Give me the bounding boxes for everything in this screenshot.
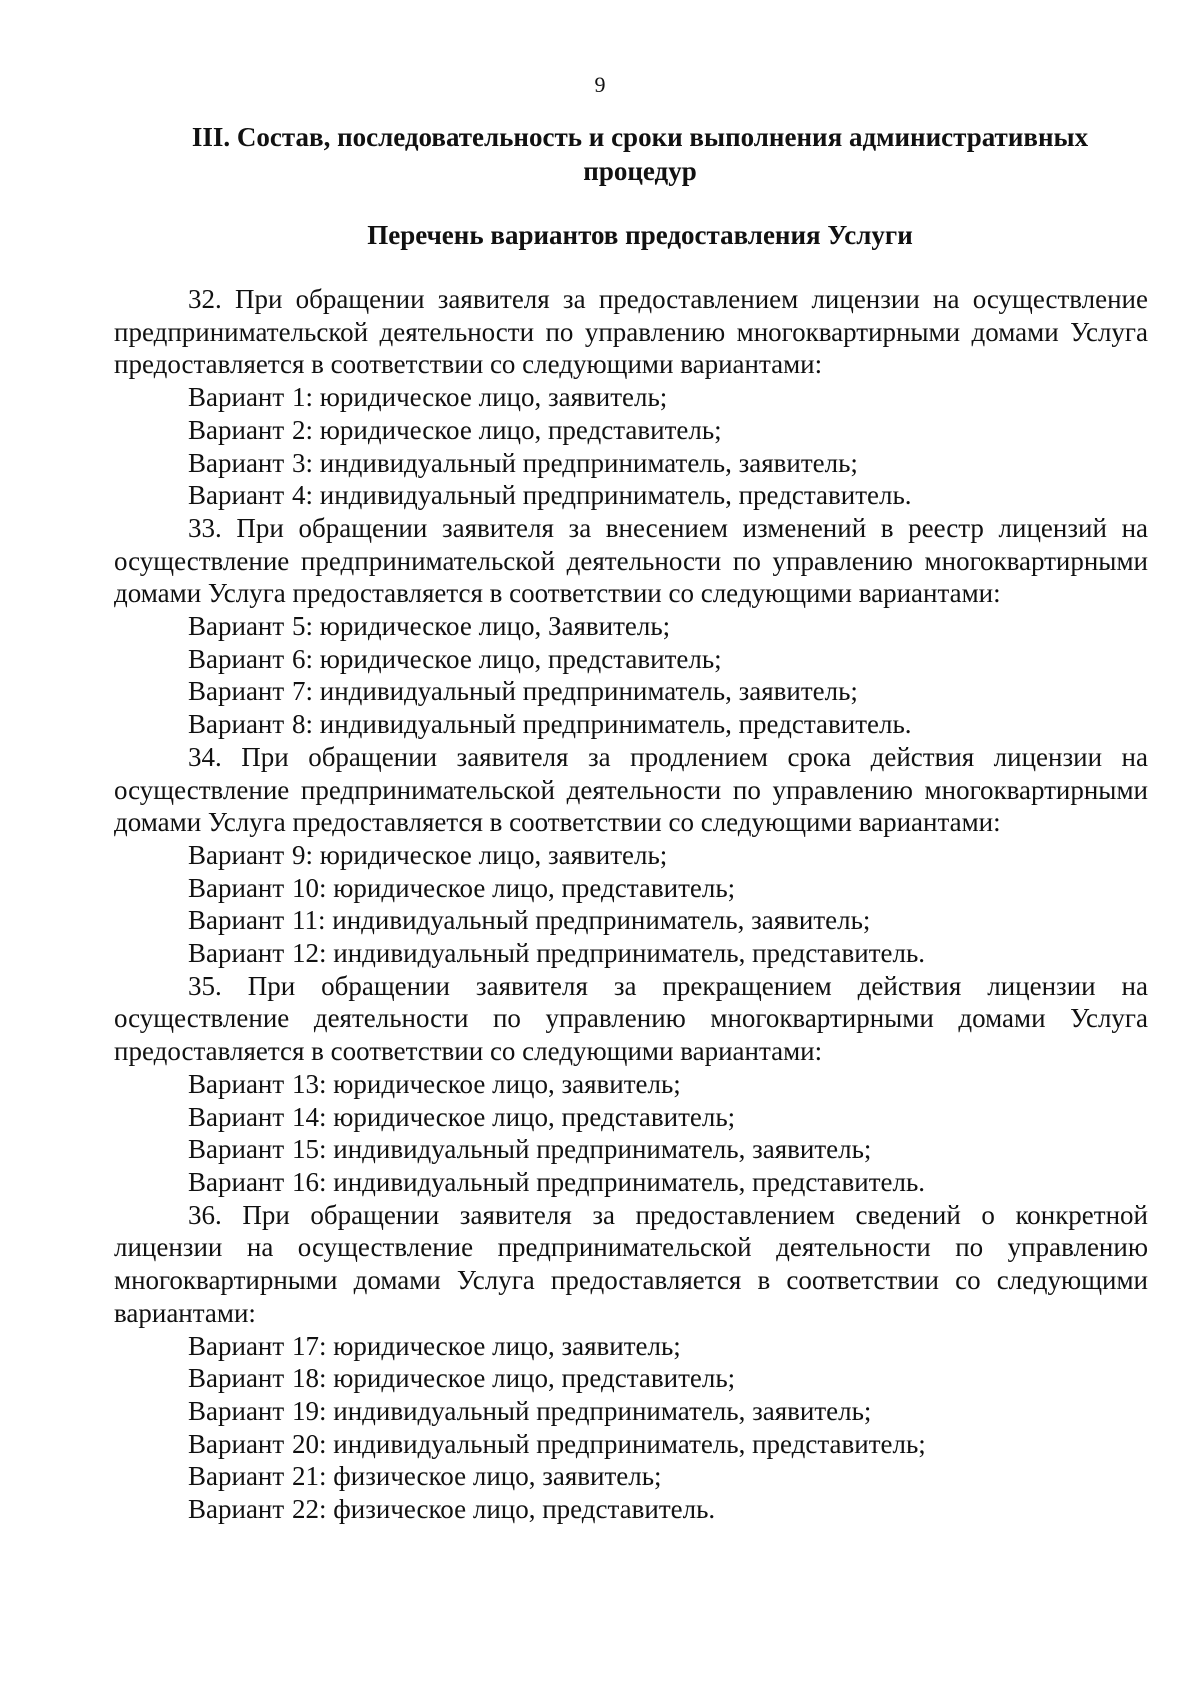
variant-text: юридическое лицо, представитель; xyxy=(333,1363,736,1394)
variant-label: Вариант xyxy=(188,1428,285,1459)
clause-paragraph: 36. При обращении заявителя за предоставлением сведений о конкретной лицензии на осуществление предпринимательской деятельности по управлению многоквартирными домами Услуга предоставляется в соответствии со следующими вариантами: xyxy=(114,1199,1148,1328)
variant-item xyxy=(114,1362,1148,1395)
variant-text: юридическое лицо, представитель; xyxy=(333,872,736,903)
variant-number: 19: xyxy=(292,1395,327,1426)
variant-number: 10: xyxy=(292,872,327,903)
variant-text: индивидуальный предприниматель, представитель. xyxy=(333,938,926,969)
variant-number: 9: xyxy=(292,839,314,870)
variant-text: юридическое лицо, заявитель; xyxy=(319,839,668,870)
variant-number: 4: xyxy=(292,480,314,511)
subsection-title: Перечень вариантов предоставления Услуги xyxy=(367,220,913,250)
variant-number: 11: xyxy=(292,905,326,936)
variant-list xyxy=(114,610,1148,741)
variant-item xyxy=(114,1101,1148,1134)
variant-label: Вариант xyxy=(188,414,285,445)
variant-label: Вариант xyxy=(188,1494,285,1525)
variant-label: Вариант xyxy=(188,643,285,674)
variant-text: физическое лицо, представитель. xyxy=(333,1494,716,1525)
variant-item xyxy=(114,708,1148,741)
page-number: 9 xyxy=(594,72,606,97)
variant-item xyxy=(114,1133,1148,1166)
variant-label: Вариант xyxy=(188,938,285,969)
variant-text: индивидуальный предприниматель, заявитель; xyxy=(332,905,871,936)
variant-item xyxy=(114,937,1148,970)
variant-item xyxy=(114,381,1148,414)
variant-label: Вариант xyxy=(188,1363,285,1394)
variant-text: юридическое лицо, представитель; xyxy=(333,1101,736,1132)
variant-text: физическое лицо, заявитель; xyxy=(333,1461,662,1492)
variant-number: 2: xyxy=(292,414,314,445)
variant-text: юридическое лицо, заявитель; xyxy=(333,1330,681,1361)
variant-text: индивидуальный предприниматель, представитель. xyxy=(333,1166,926,1197)
variant-item xyxy=(114,1460,1148,1493)
variant-label: Вариант xyxy=(188,839,285,870)
variant-text: юридическое лицо, заявитель; xyxy=(333,1068,681,1099)
variant-item xyxy=(114,675,1148,708)
variant-item xyxy=(114,1395,1148,1428)
variant-item xyxy=(114,447,1148,480)
variant-list xyxy=(114,1068,1148,1199)
variant-item xyxy=(114,1428,1148,1461)
variant-item xyxy=(114,643,1148,676)
variant-number: 21: xyxy=(292,1461,327,1492)
variant-list xyxy=(114,839,1148,970)
variant-number: 5: xyxy=(292,611,314,642)
variant-text: индивидуальный предприниматель, заявитель; xyxy=(333,1134,872,1165)
variant-label: Вариант xyxy=(188,1461,285,1492)
clause-paragraph: 34. При обращении заявителя за продлением срока действия лицензии на осуществление предпринимательской деятельности по управлению многоквартирными домами Услуга предоставляется в соответствии со следующими вариантами: xyxy=(114,741,1148,838)
variant-number: 22: xyxy=(292,1494,327,1525)
variant-list xyxy=(114,381,1148,512)
section-title: III. Состав, последовательность и сроки выполнения административных процедур xyxy=(191,122,1089,186)
variant-item xyxy=(114,1166,1148,1199)
clause-paragraph: 33. При обращении заявителя за внесением изменений в реестр лицензий на осуществление предпринимательской деятельности по управлению многоквартирными домами Услуга предоставляется в соответствии со следующими вариантами: xyxy=(114,512,1148,609)
variant-item xyxy=(114,1330,1148,1363)
variant-label: Вариант xyxy=(188,676,285,707)
variant-label: Вариант xyxy=(188,611,285,642)
variant-label: Вариант xyxy=(188,872,285,903)
variant-number: 16: xyxy=(292,1166,327,1197)
variant-number: 7: xyxy=(292,676,314,707)
variant-item xyxy=(114,904,1148,937)
variant-text: юридическое лицо, заявитель; xyxy=(319,382,668,413)
variant-text: индивидуальный предприниматель, представитель. xyxy=(319,709,912,740)
variant-number: 20: xyxy=(292,1428,327,1459)
variant-list xyxy=(114,1330,1148,1526)
variant-label: Вариант xyxy=(188,1134,285,1165)
variant-text: юридическое лицо, представитель; xyxy=(319,414,722,445)
clause-paragraph: 32. При обращении заявителя за предоставлением лицензии на осуществление предпринимательской деятельности по управлению многоквартирными домами Услуга предоставляется в соответствии со следующими вариантами: xyxy=(114,284,1148,380)
variant-item xyxy=(114,610,1148,643)
variant-number: 15: xyxy=(292,1134,327,1165)
variant-item xyxy=(114,479,1148,512)
variant-label: Вариант xyxy=(188,1101,285,1132)
variant-number: 14: xyxy=(292,1101,327,1132)
variant-item xyxy=(114,872,1148,905)
variant-text: индивидуальный предприниматель, заявитель; xyxy=(319,447,858,478)
variant-item xyxy=(114,414,1148,447)
variant-label: Вариант xyxy=(188,382,285,413)
variant-text: юридическое лицо, представитель; xyxy=(319,643,722,674)
variant-label: Вариант xyxy=(188,447,285,478)
variant-text: индивидуальный предприниматель, представитель. xyxy=(319,480,912,511)
variant-label: Вариант xyxy=(188,1166,285,1197)
variant-label: Вариант xyxy=(188,905,285,936)
variant-item xyxy=(114,1493,1148,1526)
variant-number: 18: xyxy=(292,1363,327,1394)
variant-text: индивидуальный предприниматель, представитель; xyxy=(333,1428,926,1459)
document-body xyxy=(114,283,1148,1526)
clause-paragraph: 35. При обращении заявителя за прекращением действия лицензии на осуществление деятельности по управлению многоквартирными домами Услуга предоставляется в соответствии со следующими вариантами: xyxy=(114,970,1148,1067)
variant-item xyxy=(114,1068,1148,1101)
variant-label: Вариант xyxy=(188,1068,285,1099)
variant-number: 1: xyxy=(292,382,314,413)
variant-number: 12: xyxy=(292,938,327,969)
variant-label: Вариант xyxy=(188,480,285,511)
variant-number: 17: xyxy=(292,1330,327,1361)
variant-text: индивидуальный предприниматель, заявитель; xyxy=(319,676,858,707)
variant-label: Вариант xyxy=(188,1395,285,1426)
variant-item xyxy=(114,839,1148,872)
variant-number: 3: xyxy=(292,447,314,478)
variant-number: 8: xyxy=(292,709,314,740)
variant-label: Вариант xyxy=(188,1330,285,1361)
variant-text: юридическое лицо, Заявитель; xyxy=(319,611,671,642)
variant-number: 13: xyxy=(292,1068,327,1099)
variant-label: Вариант xyxy=(188,709,285,740)
variant-text: индивидуальный предприниматель, заявитель; xyxy=(333,1395,872,1426)
variant-number: 6: xyxy=(292,643,314,674)
